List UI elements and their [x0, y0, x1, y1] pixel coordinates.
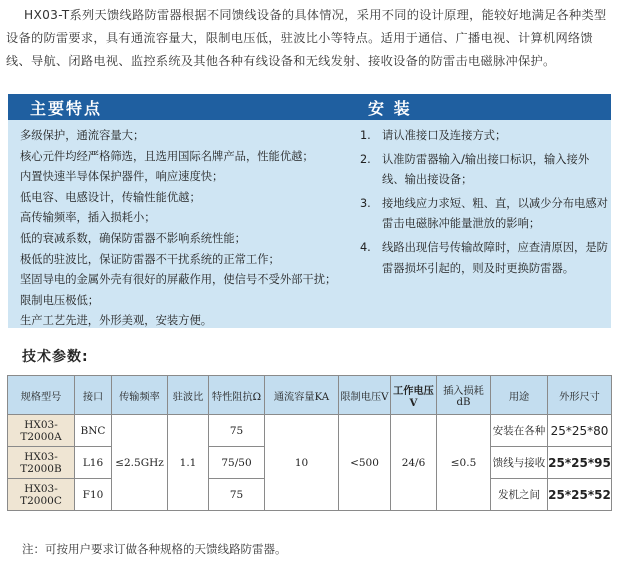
cell-current: 10: [265, 415, 339, 511]
feature-item: 核心元件均经严格筛选，且选用国际名牌产品，性能优越；: [20, 149, 314, 163]
header-insertion-loss: 插入损耗dB: [437, 376, 491, 415]
install-item-number: 3.: [360, 196, 371, 210]
feature-item: 生产工艺先进，外形美观，安装方便。: [20, 314, 213, 328]
cell-impedance: 75: [209, 479, 265, 511]
feature-item: 多级保护，通流容量大；: [20, 129, 145, 142]
feature-item: 内置快速半导体保护器件，响应速度快；: [20, 170, 224, 184]
feature-item: 限制电压极低；: [20, 293, 100, 307]
cell-vswr: 1.1: [168, 415, 209, 511]
intro-text: HX03-T系列天馈线路防雷器根据不同馈线设备的具体情况，采用不同的设计原理，能较好地满足各种类型设备的防雷要求，具有通流容量大，限制电压低，驻波比小等特点。适用于通信、广播电视、计算机网络馈线、导航、闭路电视、监控系统及其他各种有线设备和无线发射、接收设备的防雷击电磁脉冲保护。: [6, 8, 607, 68]
feature-item: 极低的驻波比，保证防雷器不干扰系统的正常工作；: [20, 252, 280, 266]
feature-item: 低的衰减系数，确保防雷器不影响系统性能；: [20, 231, 246, 245]
features-install-panel: [8, 120, 611, 328]
feature-item: 坚固导电的金属外壳有很好的屏蔽作用，使信号不受外部干扰；: [20, 273, 337, 287]
cell-model: HX03-T2000C: [8, 479, 75, 511]
section-header-bar: [8, 94, 611, 120]
header-impedance: 特性阻抗Ω: [209, 376, 265, 415]
feature-item: 高传输频率，插入损耗小；: [20, 211, 156, 225]
install-item-text: 接地线应力求短、粗、直，以减少分布电感对雷击电磁脉冲能量泄放的影响；: [382, 196, 608, 231]
install-item-text: 请认准接口及连接方式；: [382, 129, 507, 142]
header-model: 规格型号: [8, 376, 75, 415]
install-item: [360, 238, 608, 279]
features-title: 主要特点: [30, 99, 103, 118]
footnote: 注：可按用户要求订做各种规格的天馈线路防雷器。: [22, 542, 287, 556]
feature-item: 低电容、电感设计，传输性能优越；: [20, 190, 201, 204]
header-work-voltage: 工作电压V: [391, 376, 437, 415]
spec-table: [7, 375, 612, 511]
cell-size: 25*25*80: [548, 415, 612, 447]
cell-impedance: 75/50: [209, 447, 265, 479]
install-item-text: 认准防雷器输入/输出接口标识，输入接外线、输出接设备；: [382, 152, 590, 187]
install-item: [360, 150, 608, 191]
install-list: [360, 126, 608, 282]
install-title: 安 装: [368, 99, 412, 118]
table-row: [8, 415, 612, 447]
header-size: 外形尺寸: [548, 376, 612, 415]
install-item-number: 4.: [360, 240, 371, 254]
cell-port: L16: [75, 447, 112, 479]
install-item-number: 2.: [360, 152, 371, 166]
intro-paragraph: [6, 4, 614, 73]
cell-usage: 馈线与接收: [491, 447, 548, 479]
cell-model: HX03-T2000A: [8, 415, 75, 447]
cell-size: 25*25*95: [548, 447, 612, 479]
cell-size: 25*25*52: [548, 479, 612, 511]
features-list: [20, 126, 350, 332]
cell-port: F10: [75, 479, 112, 511]
cell-work-voltage: 24/6: [391, 415, 437, 511]
cell-usage: 发机之间: [491, 479, 548, 511]
cell-limit-voltage: <500: [339, 415, 391, 511]
header-current: 通流容量KA: [265, 376, 339, 415]
header-vswr: 驻波比: [168, 376, 209, 415]
install-item-text: 线路出现信号传输故障时，应查清原因，是防雷器损坏引起的，则及时更换防雷器。: [382, 240, 608, 275]
install-item: [360, 194, 608, 235]
cell-frequency: ≤2.5GHz: [112, 415, 168, 511]
install-item: [360, 126, 608, 147]
header-usage: 用途: [491, 376, 548, 415]
cell-impedance: 75: [209, 415, 265, 447]
header-limit-voltage: 限制电压V: [339, 376, 391, 415]
header-port: 接口: [75, 376, 112, 415]
header-frequency: 传输频率: [112, 376, 168, 415]
cell-insertion-loss: ≤0.5: [437, 415, 491, 511]
spec-title: 技术参数:: [22, 349, 89, 365]
cell-usage: 安装在各种: [491, 415, 548, 447]
cell-port: BNC: [75, 415, 112, 447]
spec-header-row: [8, 376, 612, 415]
cell-model: HX03-T2000B: [8, 447, 75, 479]
install-item-number: 1.: [360, 129, 371, 142]
